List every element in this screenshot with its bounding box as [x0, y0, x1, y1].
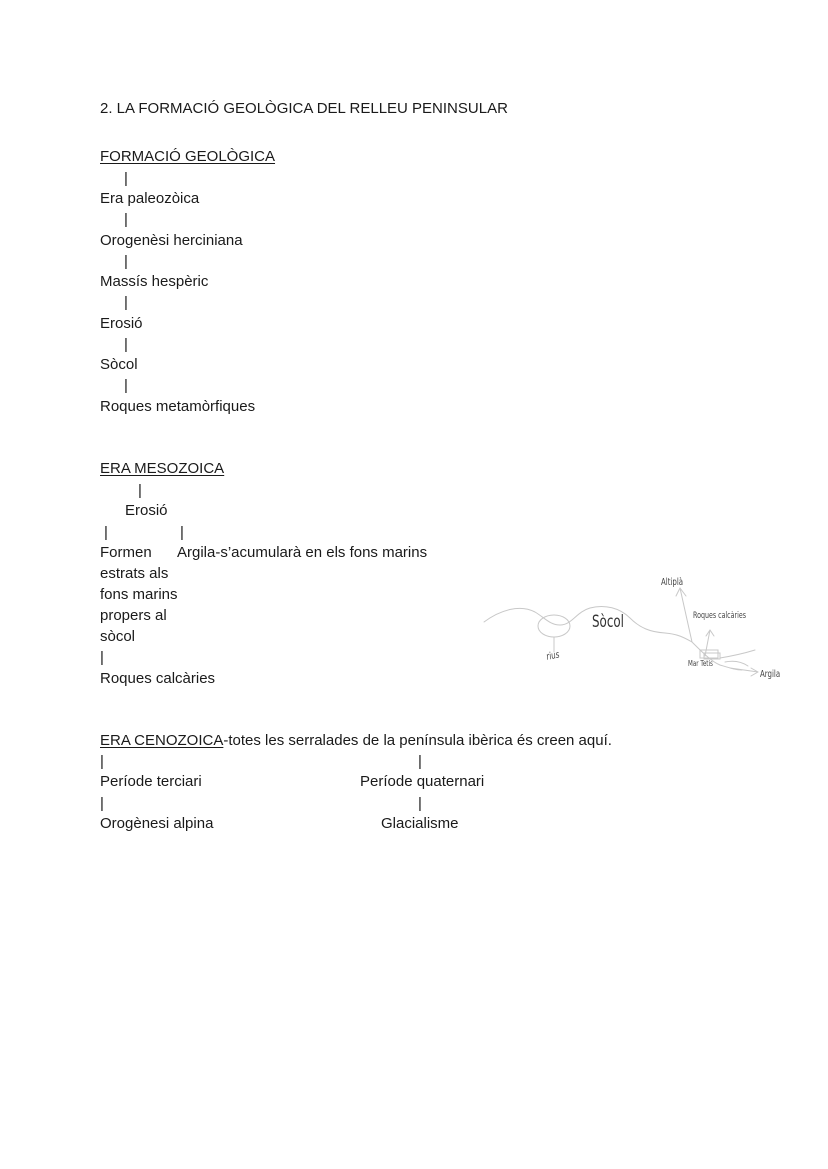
chain-item: Era paleozòica: [100, 190, 200, 207]
connector-left: |: [100, 753, 104, 770]
left-branch-line: sòcol: [100, 628, 136, 645]
period-terciari: Període terciari: [100, 773, 202, 790]
section-heading-cenozoica-line: [100, 732, 612, 750]
cenozoica-description: -totes les serralades de la península ibèrica és creen aquí.: [223, 732, 612, 749]
geology-sketch: [480, 570, 790, 690]
page-title: 2. LA FORMACIÓ GEOLÒGICA DEL RELLEU PENINSULAR: [100, 100, 508, 117]
sketch-label-altipla: Altiplà: [661, 577, 684, 588]
result-orogenesi-alpina: Orogènesi alpina: [100, 815, 214, 832]
period-quaternari: Període quaternari: [360, 773, 485, 790]
sketch-label-mar-tetis: Mar Tetis: [688, 659, 713, 668]
section-heading-cenozoica: ERA CENOZOICA: [100, 732, 224, 749]
connector: |: [124, 336, 128, 353]
chain-item: Sòcol: [100, 356, 138, 373]
chain-item: Erosió: [100, 315, 143, 332]
connector: |: [124, 211, 128, 228]
connector-right: |: [418, 753, 422, 770]
chain-item: Massís hespèric: [100, 273, 209, 290]
section-heading-mesozoica: ERA MESOZOICA: [100, 460, 225, 477]
left-branch-line: Formen: [100, 544, 152, 561]
section-heading-formacio: FORMACIÓ GEOLÒGICA: [100, 148, 276, 165]
left-branch-line: estrats als: [100, 565, 169, 582]
sketch-label-argila: Argila: [760, 669, 781, 680]
connector-right: |: [180, 524, 184, 541]
left-branch-line: propers al: [100, 607, 167, 624]
connector-right: |: [418, 795, 422, 812]
result-glacialisme: Glacialisme: [381, 815, 459, 832]
connector-left: |: [104, 524, 108, 541]
connector-left: |: [100, 795, 104, 812]
chain-item: Orogenèsi herciniana: [100, 232, 243, 249]
chain-item: Roques metamòrfiques: [100, 398, 256, 415]
left-branch-line: fons marins: [100, 586, 178, 603]
connector: |: [124, 253, 128, 270]
connector: |: [124, 170, 128, 187]
mesozoica-result: Roques calcàries: [100, 670, 216, 687]
right-branch: Argila-s’acumularà en els fons marins: [177, 544, 428, 561]
connector: |: [124, 294, 128, 311]
sketch-label-socol: Sòcol: [592, 612, 624, 632]
sketch-label-rius: rius: [546, 649, 560, 663]
erosio-label: Erosió: [125, 502, 168, 519]
sketch-label-roques: Roques calcàries: [693, 611, 747, 621]
connector: |: [100, 649, 104, 666]
connector: |: [124, 377, 128, 394]
connector: |: [138, 482, 142, 499]
sketch-lines: [480, 570, 790, 690]
